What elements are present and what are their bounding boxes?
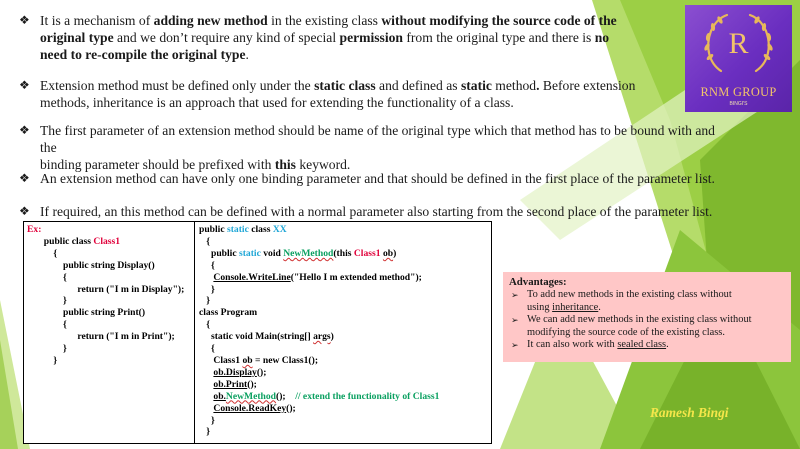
bullet-5: ❖ If required, an this method can be defined with a normal parameter also starting from the second place of the parameter list. <box>19 204 713 219</box>
code-divider <box>194 222 195 443</box>
bullet-1: ❖ It is a mechanism of adding new method in the existing class without modifying the source code of the original type and we don’t require any kind of special permission from the original type and there is no need to re-compile the original type. <box>19 13 617 62</box>
logo-name: RNM GROUP <box>700 85 777 99</box>
diamond-bullet-icon: ❖ <box>19 171 30 185</box>
example-label: Ex: <box>27 224 42 235</box>
author-signature: Ramesh Bingi <box>650 405 729 420</box>
diamond-bullet-icon: ❖ <box>19 78 30 92</box>
bullet-3: ❖ The first parameter of an extension method should be name of the original type which that method has to be bound with and the binding parameter should be prefixed with this keyword. <box>19 123 715 172</box>
code-left-panel: Ex: public class Class1 { public string Display() { return ("I m in Display"); } public string Print() { return ("I m in Print"); } } <box>27 224 185 366</box>
logo-tagline: BINGI'S <box>729 101 748 107</box>
diamond-bullet-icon: ❖ <box>19 123 30 137</box>
advantage-item: ➢ It can also work with sealed class. <box>511 339 669 351</box>
bullet-4: ❖ An extension method can have only one binding parameter and that should be defined in the first place of the parameter list. <box>19 171 715 186</box>
laurel-wreath-icon <box>685 5 792 85</box>
advantage-item: ➢ We can add new methods in the existing class without modifying the source code of the existing class. <box>511 314 752 338</box>
advantages-title: Advantages: <box>509 276 567 288</box>
advantages-box <box>503 272 791 362</box>
rnm-group-logo <box>685 5 792 112</box>
logo-letter: R <box>728 27 749 60</box>
code-example-box <box>23 221 492 444</box>
code-right-panel: public static class XX { public static void NewMethod(this Class1 ob) { Console.WriteLine("Hello I m extended method"); } } class Program { static void Main(string[] args) { Class1 ob = new Class1(); ob.Display(); ob.Print(); ob.NewMethod(); // extend the functionality of Class1 Console.ReadKey(); } } <box>199 224 440 438</box>
arrow-bullet-icon: ➢ <box>511 340 519 351</box>
advantage-item: ➢ To add new methods in the existing class without using inheritance. <box>511 289 732 313</box>
diamond-bullet-icon: ❖ <box>19 13 30 27</box>
arrow-bullet-icon: ➢ <box>511 315 519 326</box>
bullet-2: ❖ Extension method must be defined only under the static class and defined as static method. Before extension methods, inheritance is an approach that used for extending the functionality of a class. <box>19 78 636 110</box>
arrow-bullet-icon: ➢ <box>511 290 519 300</box>
diamond-bullet-icon: ❖ <box>19 204 30 218</box>
